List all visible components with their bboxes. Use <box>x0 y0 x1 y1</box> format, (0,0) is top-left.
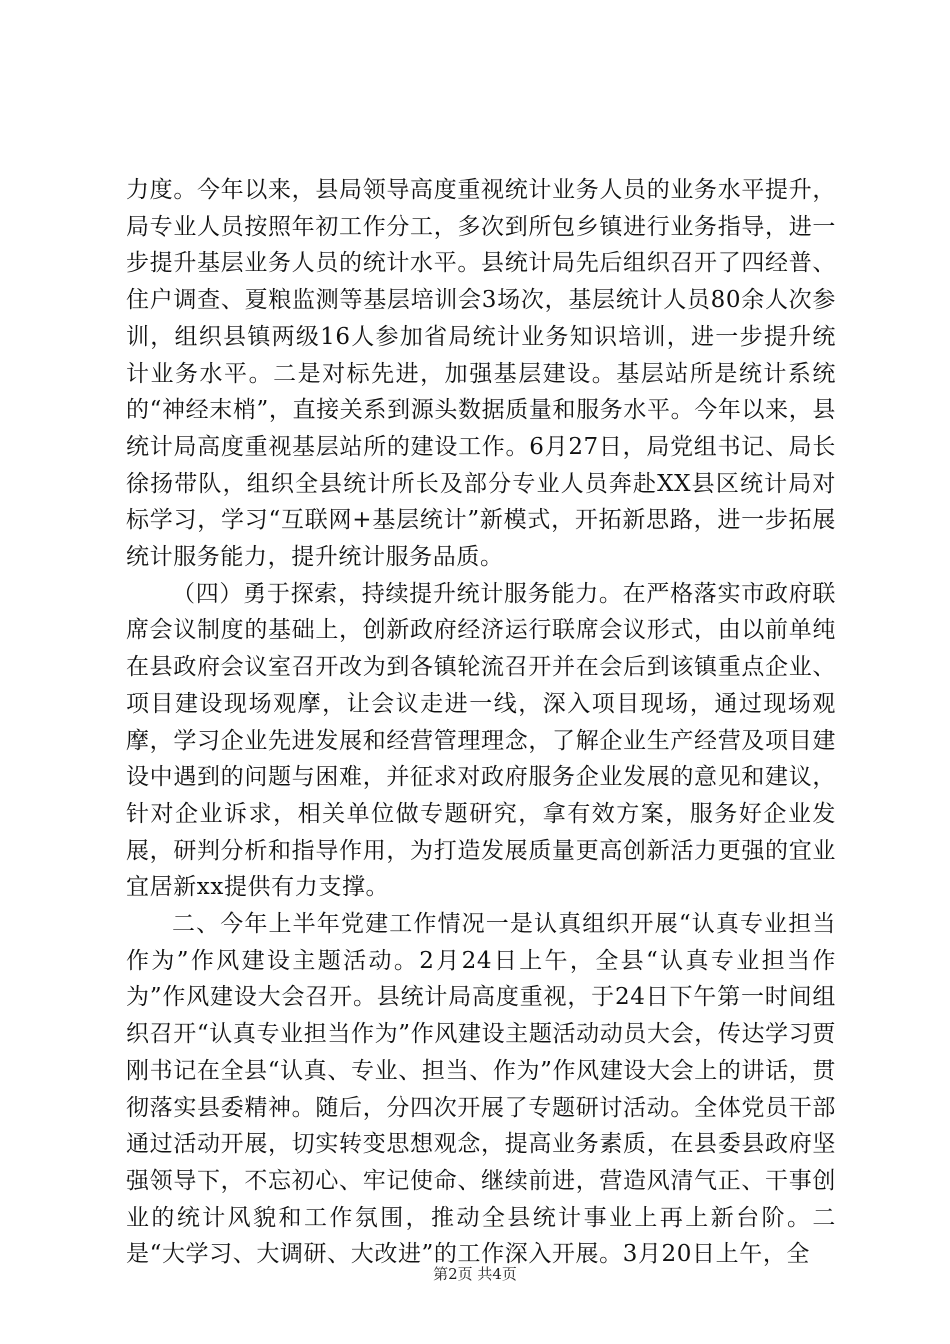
paragraph-1: 力度。今年以来，县局领导高度重视统计业务人员的业务水平提升，局专业人员按照年初工作分工，多次到所包乡镇进行业务指导，进一步提升基层业务人员的统计水平。县统计局先后组织召开了四经普、住户调查、夏粮监测等基层培训会3场次，基层统计人员80余人次参训，组织县镇两级16人参加省局统计业务知识培训，进一步提升统计业务水平。二是对标先进，加强基层建设。基层站所是统计系统的“神经末梢”，直接关系到源头数据质量和服务水平。今年以来，县统计局高度重视基层站所的建设工作。6月27日，局党组书记、局长徐扬带队，组织全县统计所长及部分专业人员奔赴XX县区统计局对标学习，学习“互联网+基层统计”新模式，开拓新思路，进一步拓展统计服务能力，提升统计服务品质。 <box>126 177 836 571</box>
paragraph-2: （四）勇于探索，持续提升统计服务能力。在严格落实市政府联席会议制度的基础上，创新政府经济运行联席会议形式，由以前单纯在县政府会议室召开改为到各镇轮流召开并在会后到该镇重点企业、项目建设现场观摩，让会议走进一线，深入项目现场，通过现场观摩，学习企业先进发展和经营管理理念，了解企业生产经营及项目建设中遇到的问题与困难，并征求对政府服务企业发展的意见和建议，针对企业诉求，相关单位做专题研究，拿有效方案，服务好企业发展，研判分析和指导作用，为打造发展质量更高创新活力更强的宜业宜居新xx提供有力支撑。 <box>126 580 836 901</box>
paragraph-3: 二、今年上半年党建工作情况一是认真组织开展“认真专业担当作为”作风建设主题活动。2月24日上午，全县“认真专业担当作为”作风建设大会召开。县统计局高度重视，于24日下午第一时间组织召开“认真专业担当作为”作风建设主题活动动员大会，传达学习贾刚书记在全县“认真、专业、担当、作为”作风建设大会上的讲话，贯彻落实县委精神。随后，分四次开展了专题研讨活动。全体党员干部通过活动开展，切实转变思想观念，提高业务素质，在县委县政府坚强领导下，不忘初心、牢记使命、继续前进，营造风清气正、干事创业的统计风貌和工作氛围，推动全县统计事业上再上新台阶。二是“大学习、大调研、大改进”的工作深入开展。3月20日上午，全 <box>126 911 836 1268</box>
document-body <box>126 172 836 1273</box>
page-footer: 第2页 共4页 <box>433 1265 517 1283</box>
